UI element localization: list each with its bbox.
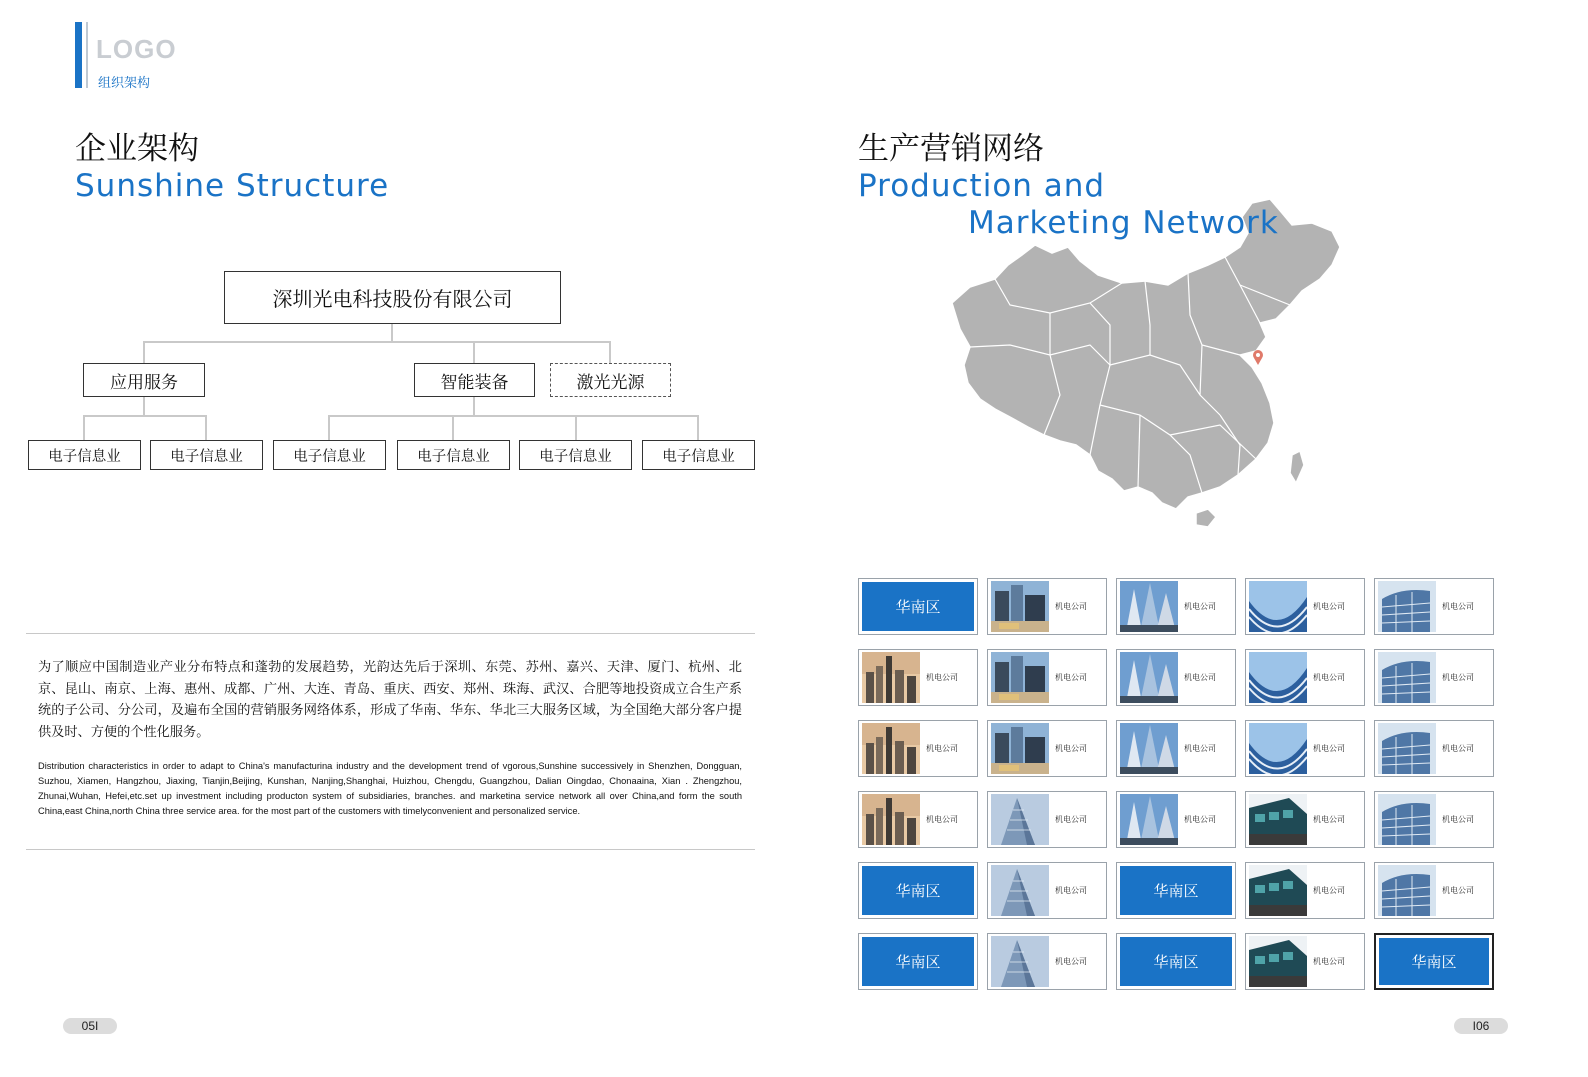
org-connector (328, 415, 698, 417)
region-label: 华南区 (1379, 938, 1489, 985)
company-tile (1116, 578, 1236, 635)
china-map-mainland (952, 199, 1340, 509)
org-connector (143, 397, 145, 416)
company-label: 机电公司 (1313, 744, 1345, 753)
company-label: 机电公司 (1055, 673, 1087, 682)
skyline-icon (862, 723, 920, 774)
company-tile (987, 933, 1107, 990)
left-title-cn: 企业架构 (75, 131, 199, 167)
right-title-en-line2: Marketing Network (968, 205, 1279, 241)
page-number-right: I06 (1454, 1018, 1508, 1034)
towers-icon (1120, 794, 1178, 845)
company-label: 机电公司 (1184, 673, 1216, 682)
region-tile (1374, 933, 1494, 990)
region-label: 华南区 (862, 582, 974, 631)
company-label: 机电公司 (1313, 886, 1345, 895)
org-node-laser-source: 激光光源 (550, 363, 671, 397)
logo-accent-bar (75, 22, 82, 88)
company-label: 机电公司 (1055, 602, 1087, 611)
glass-icon (1378, 794, 1436, 845)
tower-icon (991, 865, 1049, 916)
org-leaf: 电子信息业 (519, 440, 632, 470)
section-label: 组织架构 (98, 76, 151, 91)
intro-paragraph-cn: 为了顺应中国制造业产业分布特点和蓬勃的发展趋势，光韵达先后于深圳、东莞、苏州、嘉兴、天津、厦门、杭州、北京、昆山、南京、上海、惠州、成都、广州、大连、青岛、重庆、西安、郑州、珠海、武汉、合肥等地投资成立合生产系统的子公司、分公司，及遍布全国的营销服务网络体系，形成了华南、华东、华北三大服务区域，为全国绝大部分客户提供及时、方便的个性化服务。 (38, 660, 742, 740)
org-leaf: 电子信息业 (273, 440, 386, 470)
company-tile (987, 578, 1107, 635)
company-label: 机电公司 (1184, 744, 1216, 753)
region-tile (1116, 862, 1236, 919)
company-tile (987, 791, 1107, 848)
towers-icon (1120, 723, 1178, 774)
region-tile (858, 862, 978, 919)
china-map-hainan (1196, 509, 1216, 527)
company-tile (858, 791, 978, 848)
org-connector (328, 415, 330, 440)
towers-icon (1120, 652, 1178, 703)
org-connector (697, 415, 699, 440)
company-label: 机电公司 (1442, 602, 1474, 611)
region-tile (858, 933, 978, 990)
left-title-en: Sunshine Structure (75, 168, 390, 204)
china-map-taiwan (1290, 451, 1304, 483)
skyline-icon (862, 794, 920, 845)
company-tile (1245, 791, 1365, 848)
company-label: 机电公司 (1442, 673, 1474, 682)
company-grid (858, 578, 1494, 990)
company-tile (1245, 862, 1365, 919)
org-leaf: 电子信息业 (397, 440, 510, 470)
modern-icon (1249, 936, 1307, 987)
china-map (940, 195, 1350, 535)
tower-icon (991, 794, 1049, 845)
company-tile (1374, 791, 1494, 848)
org-connector (205, 415, 207, 440)
company-label: 机电公司 (1055, 886, 1087, 895)
skyline-icon (862, 652, 920, 703)
modern-icon (1249, 794, 1307, 845)
company-label: 机电公司 (1184, 815, 1216, 824)
region-label: 华南区 (862, 937, 974, 986)
company-label: 机电公司 (1313, 602, 1345, 611)
company-tile (1374, 578, 1494, 635)
org-connector (609, 341, 611, 364)
company-label: 机电公司 (1184, 602, 1216, 611)
curve-icon (1249, 723, 1307, 774)
company-tile (1116, 720, 1236, 777)
tower-icon (991, 936, 1049, 987)
company-label: 机电公司 (1313, 815, 1345, 824)
company-tile (858, 720, 978, 777)
glass-icon (1378, 581, 1436, 632)
company-tile (858, 649, 978, 706)
company-tile (987, 720, 1107, 777)
company-label: 机电公司 (1055, 957, 1087, 966)
street-icon (991, 723, 1049, 774)
org-connector (575, 415, 577, 440)
map-pin-icon (1253, 350, 1263, 365)
company-tile (1245, 720, 1365, 777)
region-tile (1116, 933, 1236, 990)
company-label: 机电公司 (1442, 886, 1474, 895)
right-title-en-line1: Production and (858, 168, 1106, 204)
org-connector (391, 324, 393, 342)
glass-icon (1378, 652, 1436, 703)
company-label: 机电公司 (1442, 744, 1474, 753)
company-label: 机电公司 (1055, 815, 1087, 824)
logo: LOGO (96, 34, 177, 64)
curve-icon (1249, 581, 1307, 632)
company-label: 机电公司 (926, 744, 958, 753)
org-connector (83, 415, 207, 417)
org-connector (143, 341, 610, 343)
org-root: 深圳光电科技股份有限公司 (224, 271, 561, 324)
company-tile (1245, 933, 1365, 990)
company-label: 机电公司 (1055, 744, 1087, 753)
company-label: 机电公司 (1313, 673, 1345, 682)
org-node-smart-equipment: 智能装备 (414, 363, 535, 397)
company-tile (987, 862, 1107, 919)
org-connector (473, 341, 475, 364)
company-tile (1374, 720, 1494, 777)
company-tile (1245, 649, 1365, 706)
curve-icon (1249, 652, 1307, 703)
company-tile (1116, 649, 1236, 706)
divider-top (26, 633, 755, 634)
company-label: 机电公司 (1313, 957, 1345, 966)
org-leaf: 电子信息业 (150, 440, 263, 470)
org-leaf: 电子信息业 (642, 440, 755, 470)
company-tile (1116, 791, 1236, 848)
company-label: 机电公司 (926, 673, 958, 682)
glass-icon (1378, 865, 1436, 916)
modern-icon (1249, 865, 1307, 916)
region-label: 华南区 (862, 866, 974, 915)
region-label: 华南区 (1120, 866, 1232, 915)
logo-divider (86, 22, 88, 88)
region-tile (858, 578, 978, 635)
divider-bottom (26, 849, 755, 850)
company-tile (1374, 862, 1494, 919)
street-icon (991, 652, 1049, 703)
street-icon (991, 581, 1049, 632)
company-tile (1374, 649, 1494, 706)
towers-icon (1120, 581, 1178, 632)
company-label: 机电公司 (1442, 815, 1474, 824)
org-connector (143, 341, 145, 364)
company-tile (987, 649, 1107, 706)
right-title-cn: 生产营销网络 (858, 131, 1044, 167)
org-connector (473, 397, 475, 416)
org-connector (452, 415, 454, 440)
page-number-left: 05I (63, 1018, 117, 1034)
glass-icon (1378, 723, 1436, 774)
company-tile (1245, 578, 1365, 635)
org-connector (83, 415, 85, 440)
region-label: 华南区 (1120, 937, 1232, 986)
org-node-app-service: 应用服务 (83, 363, 205, 397)
org-leaf: 电子信息业 (28, 440, 141, 470)
company-label: 机电公司 (926, 815, 958, 824)
intro-paragraph-en: Distribution characteristics in order to adapt to China's manufacturina industry and the development trend of vgorous,Sunshine successively in Shenzhen, Dongguan, Suzhou, Xiamen, Hangzhou, Jiaxing, Tianjin,Beijing, Kunshan, Nanjing,Shanghai, Huizhou, Chengdu, Guangzhou, Dalian Oingdao, Chonaaina, Xian . Zhengzhou, Zhunai,Wuhan, Hefei,etc.set up investment including producton system of subsidiaries, branches. and marketina service network all over China,and form the south China,east China,north China three service area. for the most part of the customers with timelyconvenient and personalized service. (38, 761, 742, 816)
